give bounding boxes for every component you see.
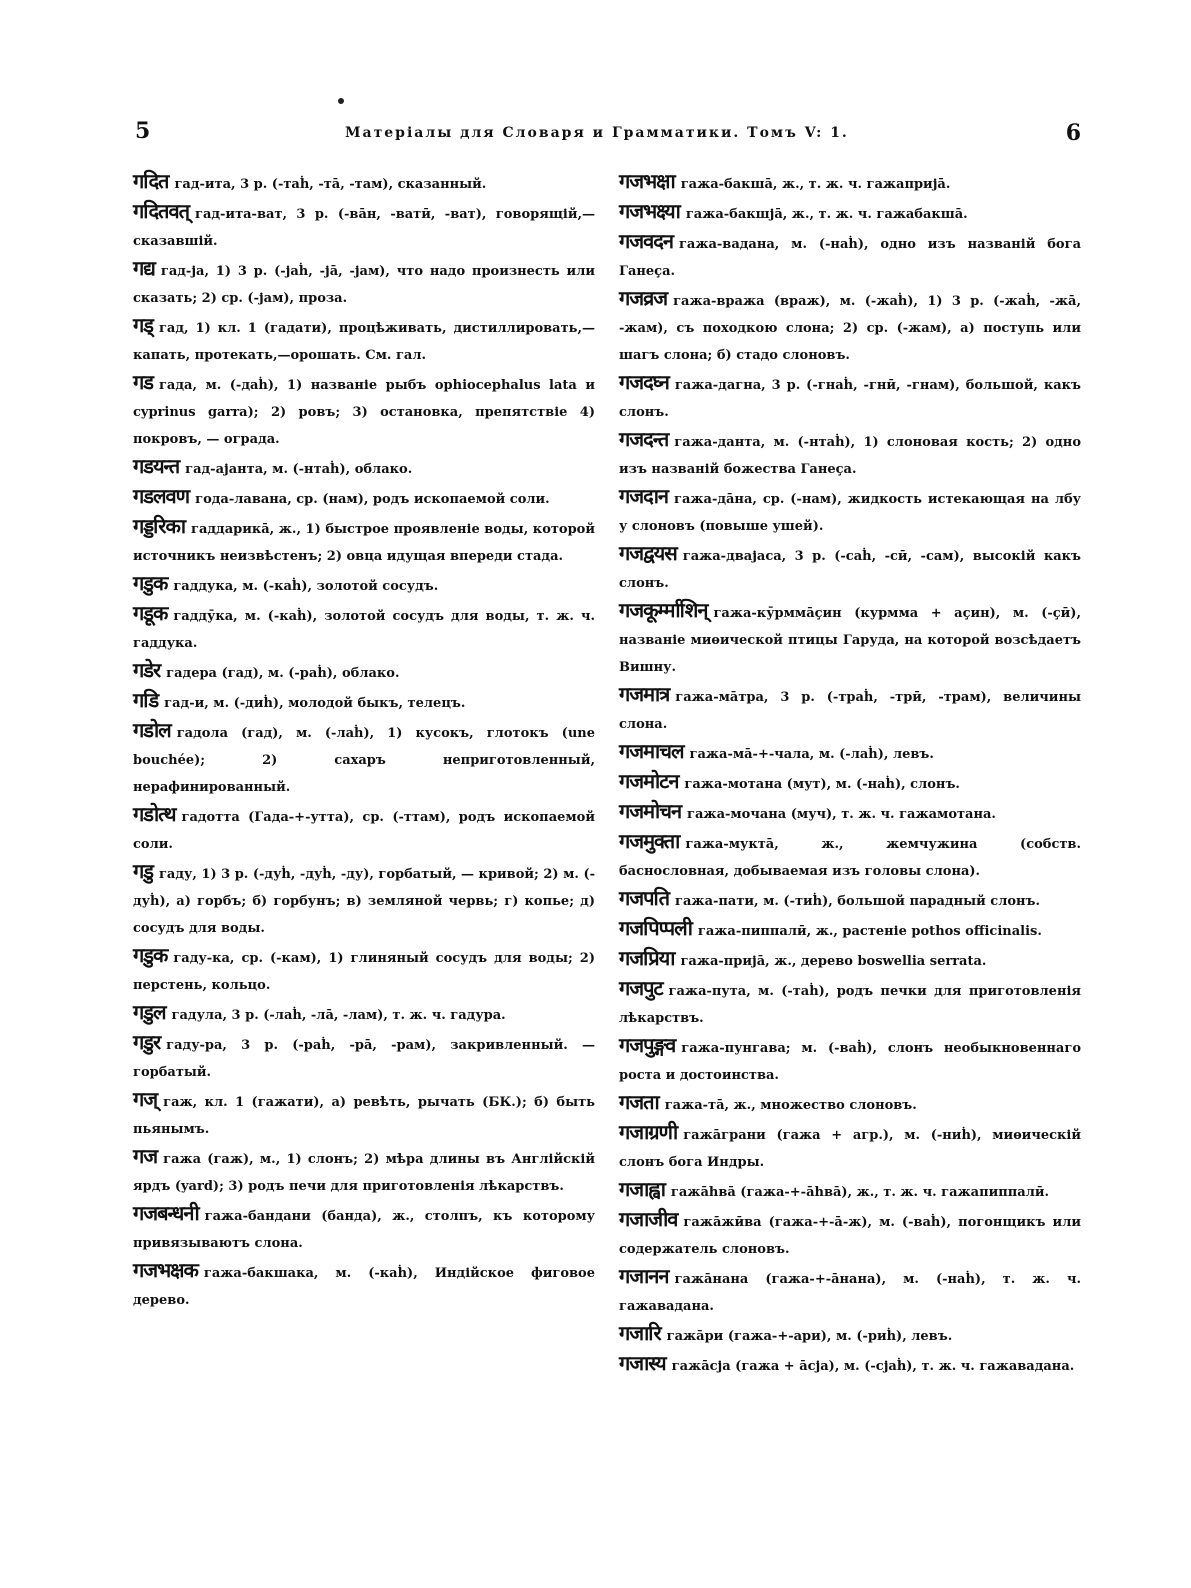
definition: гажа-бакшјā, ж., т. ж. ч. гажабакшā. — [685, 207, 968, 222]
dictionary-entry — [133, 513, 595, 570]
headword: गजता — [619, 1090, 659, 1114]
headword: गजारि — [619, 1321, 661, 1345]
definition: гажа-вража (враж), м. (-жаḣ), 1) 3 р. (-жаḣ, -жā, -жам), съ походкою слона; 2) ср. (-жам), а) поступь или шагъ слона; б) стадо слоновъ. — [619, 294, 1081, 363]
dictionary-entry — [133, 1029, 595, 1086]
headword: गजव्रज — [619, 286, 668, 310]
dictionary-entry — [619, 168, 1081, 198]
definition: гада, м. (-даḣ), 1) названіе рыбъ ophiocephalus lata и cyprinus garra); 2) ровъ; 3) остановка, препятствіе 4) покровъ, — ограда. — [133, 378, 595, 447]
left-column — [133, 168, 595, 1314]
definition: гад-ита, 3 р. (-таḣ, -тā, -там), сказанный. — [174, 177, 487, 192]
page-header — [135, 118, 1081, 152]
definition: гажа-муктā, ж., жемчужина (собств. баснословная, добываемая изъ головы слона). — [619, 837, 1081, 879]
definition: гажа-кӯрммāçин (курмма + аçин), м. (-çӣ), названіе миѳической птицы Гаруда, на которой возсѣдаетъ Вишну. — [619, 606, 1081, 675]
dictionary-entry — [619, 885, 1081, 915]
running-title: Матеріалы для Словаря и Грамматики. Томъ V: 1. — [345, 125, 849, 141]
dictionary-entry — [619, 540, 1081, 597]
dictionary-entry — [133, 858, 595, 942]
dictionary-entry — [619, 426, 1081, 483]
definition: гажа-мā-+-чала, м. (-лаḣ), левъ. — [689, 747, 934, 762]
dictionary-entry — [619, 828, 1081, 885]
definition: гажа-вадана, м. (-наḣ), одно изъ названій бога Ганеça. — [619, 237, 1081, 279]
headword: गदित — [133, 169, 169, 193]
headword: गजमात्र — [619, 682, 670, 706]
headword: गडोल — [133, 718, 171, 742]
headword: गजबन्धनी — [133, 1201, 199, 1225]
definition: гаддарикā, ж., 1) быстрое проявленіе воды, которой источникъ неизвѣстенъ; 2) овца идущая впереди стада. — [133, 522, 595, 564]
headword: गडुल — [133, 1000, 166, 1024]
dictionary-entry — [619, 915, 1081, 945]
dictionary-entry — [619, 738, 1081, 768]
definition: гажāграни (гажа + агр.), м. (-ниḣ), миѳическій слонъ бога Индры. — [619, 1128, 1081, 1170]
definition: гадула, 3 р. (-лаḣ, -лā, -лам), т. ж. ч. гадура. — [171, 1008, 506, 1023]
dictionary-entry — [133, 255, 595, 312]
headword: गडुक — [133, 943, 168, 967]
definition: гажа (гаж), м., 1) слонъ; 2) мѣра длины въ Англійскій ярдъ (yard); 3) родъ печи для приготовленія лѣкарствъ. — [133, 1152, 595, 1194]
definition: гадотта (Гада-+-утта), ср. (-ттам), родъ ископаемой соли. — [133, 810, 595, 852]
headword: गडि — [133, 688, 159, 712]
definition: гажāжӣва (гажа-+-ā-ж), м. (-ваḣ), погонщикъ или содержатель слоновъ. — [619, 1215, 1081, 1257]
headword: गजदान — [619, 484, 668, 508]
dictionary-entry — [619, 798, 1081, 828]
headword: गजदघ्न — [619, 370, 669, 394]
dictionary-entry — [133, 1086, 595, 1143]
definition: гадола (гад), м. (-лаḣ), 1) кусокъ, глотокъ (une bouchée); 2) сахаръ неприготовленный, нерафинированный. — [133, 726, 595, 795]
definition: гажа-пати, м. (-тиḣ), большой парадный слонъ. — [675, 894, 1041, 909]
headword: गजपुट — [619, 976, 663, 1000]
definition: гаддука, м. (-каḣ), золотой сосудъ. — [173, 579, 439, 594]
dictionary-entry — [619, 1350, 1081, 1380]
headword: गजपुङ्गव — [619, 1033, 676, 1057]
dictionary-entry — [133, 168, 595, 198]
dictionary-entry — [619, 768, 1081, 798]
headword: गडूक — [133, 601, 168, 625]
definition: гажа-бандани (банда), ж., столпъ, къ которому привязываютъ слона. — [133, 1209, 595, 1251]
definition: гажа-тā, ж., множество слоновъ. — [664, 1098, 917, 1113]
definition: гад-и, м. (-диḣ), молодой быкъ, телецъ. — [164, 696, 466, 711]
definition: года-лавана, ср. (нам), родъ ископаемой соли. — [195, 492, 550, 507]
dictionary-entry — [133, 369, 595, 453]
definition: гажāнана (гажа-+-āнана), м. (-наḣ), т. ж. ч. гажавадана. — [619, 1272, 1081, 1314]
dictionary-entry — [133, 687, 595, 717]
page-number-left: 5 — [135, 118, 151, 144]
headword: गडयन्त — [133, 454, 180, 478]
definition: гажа-пиппалӣ, ж., растеніе pothos officinalis. — [697, 924, 1042, 939]
definition: гажа-мотана (мут), м. (-наḣ), слонъ. — [684, 777, 960, 792]
headword: गडलवण — [133, 484, 190, 508]
headword: गजमुक्ता — [619, 829, 680, 853]
definition: гажа-данта, м. (-нтаḣ), 1) слоновая кость; 2) одно изъ названій божества Ганеça. — [619, 435, 1081, 477]
headword: गड् — [133, 313, 153, 337]
headword: गजवदन — [619, 229, 673, 253]
definition: гад-ајанта, м. (-нтаḣ), облако. — [185, 462, 413, 477]
headword: गजदन्त — [619, 427, 669, 451]
definition: гажа-дāна, ср. (-нам), жидкость истекающая на лбу у слоновъ (повыше ушей). — [619, 492, 1081, 534]
headword: गजभक्षक — [133, 1258, 198, 1282]
headword: गजाग्रणी — [619, 1120, 678, 1144]
dictionary-entry — [619, 228, 1081, 285]
headword: गजभक्षा — [619, 169, 675, 193]
definition: гажāри (гажа-+-ари), м. (-риḣ), левъ. — [666, 1329, 953, 1344]
headword: गडु — [133, 859, 153, 883]
dictionary-entry — [619, 1206, 1081, 1263]
headword: गजप्रिया — [619, 946, 675, 970]
headword: गज् — [133, 1087, 158, 1111]
right-column — [619, 168, 1081, 1380]
headword: गडेर — [133, 658, 161, 682]
dictionary-entry — [619, 1263, 1081, 1320]
dictionary-entry — [133, 942, 595, 999]
definition: гажа-пријā, ж., дерево boswellia serrata. — [680, 954, 987, 969]
definition: гажа-пута, м. (-таḣ), родъ печки для приготовленія лѣкарствъ. — [619, 984, 1081, 1026]
headword: गजद्वयस — [619, 541, 677, 565]
dictionary-entry — [133, 198, 595, 255]
dictionary-entry — [133, 1200, 595, 1257]
dictionary-entry — [619, 1089, 1081, 1119]
dictionary-entry — [133, 570, 595, 600]
headword: गजभक्ष्या — [619, 199, 680, 223]
dictionary-entry — [619, 369, 1081, 426]
dictionary-entry — [133, 801, 595, 858]
dictionary-entry — [619, 975, 1081, 1032]
headword: गडोत्थ — [133, 802, 176, 826]
definition: гажāhвā (гажа-+-āhвā), ж., т. ж. ч. гажапиппалӣ. — [670, 1185, 1050, 1200]
definition: гажāсја (гажа + āсја), м. (-сјаḣ), т. ж. ч. гажавадана. — [671, 1359, 1075, 1374]
definition: гаддӯка, м. (-каḣ), золотой сосудъ для воды, т. ж. ч. гаддука. — [133, 609, 595, 651]
headword: गजमाचल — [619, 739, 684, 763]
definition: гад, 1) кл. 1 (гадати), процѣживать, дистиллировать,— капать, протекать,—орошать. См. гал. — [133, 321, 595, 363]
headword: गजमोटन — [619, 769, 679, 793]
dictionary-entry — [619, 945, 1081, 975]
dictionary-entry — [133, 717, 595, 801]
headword: गद्य — [133, 256, 155, 280]
headword: गड्डरिका — [133, 514, 185, 538]
headword: गजास्य — [619, 1351, 666, 1375]
headword: गजानन — [619, 1264, 669, 1288]
headword: गड — [133, 370, 153, 394]
definition: гажа-мāтра, 3 р. (-траḣ, -трӣ, -трам), величины слона. — [619, 690, 1081, 732]
headword: गजाजीव — [619, 1207, 678, 1231]
headword: गजाह्वा — [619, 1177, 665, 1201]
definition: гаду-ка, ср. (-кам), 1) глиняный сосудъ для воды; 2) перстень, кольцо. — [133, 951, 595, 993]
definition: гажа-дагна, 3 р. (-гнаḣ, -гнӣ, -гнам), большой, какъ слонъ. — [619, 378, 1081, 420]
headword: गदितवत् — [133, 199, 189, 223]
dictionary-entry — [619, 1119, 1081, 1176]
dictionary-entry — [133, 312, 595, 369]
headword: गजपिप्पली — [619, 916, 692, 940]
definition: гадера (гад), м. (-раḣ), облако. — [166, 666, 400, 681]
dictionary-entry — [133, 999, 595, 1029]
definition: гаду, 1) 3 р. (-дуḣ, -дуḣ, -ду), горбатый, — кривой; 2) м. (-дуḣ), а) горбъ; б) горбунъ; в) земляной червь; г) копье; д) сосудъ для воды. — [133, 867, 595, 936]
definition: гаду-ра, 3 р. (-раḣ, -рā, -рам), закривленный. — горбатый. — [133, 1038, 595, 1080]
dictionary-entry — [619, 597, 1081, 681]
dictionary-entry — [133, 483, 595, 513]
definition: гажа-бакшā, ж., т. ж. ч. гажапријā. — [680, 177, 951, 192]
definition: гажа-двајаса, 3 р. (-саḣ, -сӣ, -сам), высокій какъ слонъ. — [619, 549, 1081, 591]
dictionary-entry — [619, 198, 1081, 228]
ink-dot — [338, 98, 344, 104]
definition: гаж, кл. 1 (гажати), а) ревѣть, рычать (БК.); б) быть пьянымъ. — [133, 1095, 595, 1137]
dictionary-entry — [619, 1176, 1081, 1206]
headword: गज — [133, 1144, 158, 1168]
headword: गजकूर्म्माशिन् — [619, 598, 708, 622]
dictionary-entry — [619, 1320, 1081, 1350]
dictionary-entry — [133, 453, 595, 483]
definition: гажа-мочана (муч), т. ж. ч. гажамотана. — [687, 807, 996, 822]
headword: गजपति — [619, 886, 670, 910]
dictionary-entry — [619, 681, 1081, 738]
headword: गडुर — [133, 1030, 161, 1054]
dictionary-entry — [133, 600, 595, 657]
dictionary-entry — [619, 1032, 1081, 1089]
dictionary-entry — [133, 1257, 595, 1314]
dictionary-entry — [133, 657, 595, 687]
definition: гажа-пунгава; м. (-ваḣ), слонъ необыкновеннаго роста и достоинства. — [619, 1041, 1081, 1083]
headword: गडुक — [133, 571, 168, 595]
page-number-right: 6 — [1065, 120, 1081, 146]
definition: гад-ја, 1) 3 р. (-јаḣ, -јā, -јам), что надо произнесть или сказать; 2) ср. (-јам), проза. — [133, 264, 595, 306]
dictionary-entry — [133, 1143, 595, 1200]
dictionary-entry — [619, 483, 1081, 540]
definition: гад-ита-ват, 3 р. (-вāн, -ватӣ, -ват), говорящій,— сказавшій. — [133, 207, 595, 249]
dictionary-entry — [619, 285, 1081, 369]
definition: гажа-бакшака, м. (-каḣ), Индійское фиговое дерево. — [133, 1266, 595, 1308]
headword: गजमोचन — [619, 799, 682, 823]
